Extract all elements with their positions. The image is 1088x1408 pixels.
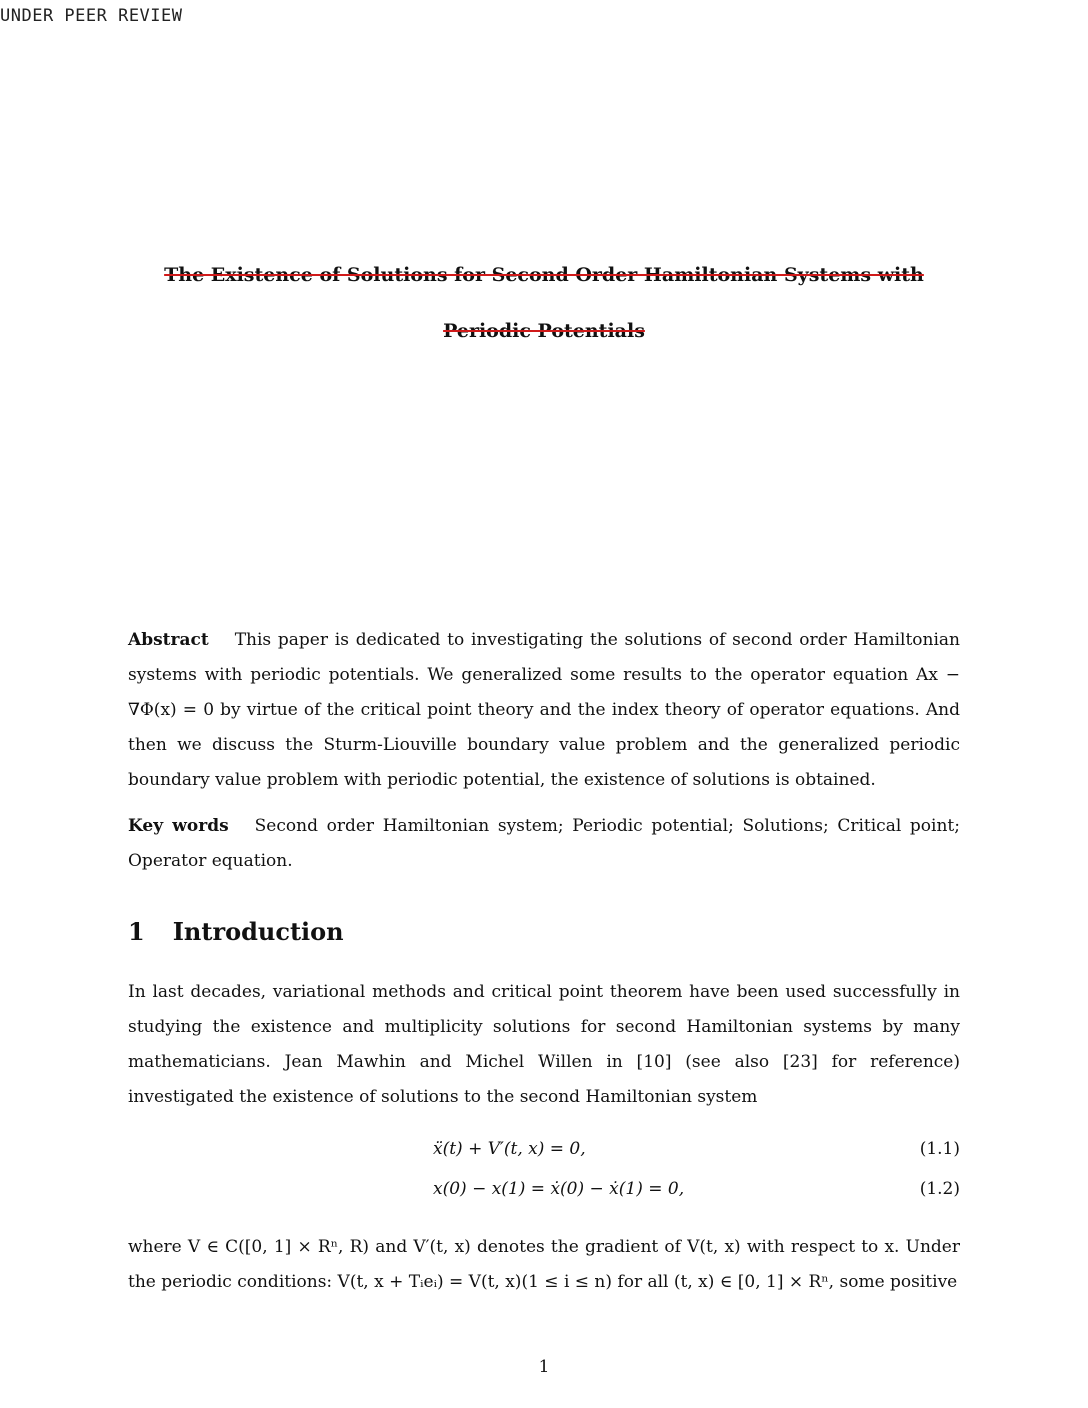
intro-paragraph: In last decades, variational methods and critical point theorem have been used successfully in studying the existence and multiplicity solutions for second Hamiltonian systems by many mathematicians. Jean Mawhin and Michel Willen in [10] (see also [23] for reference) investigated the existence of solutions to the second Hamiltonian system bbox=[128, 982, 960, 1107]
paper-title-line-2: Periodic Potentials bbox=[443, 320, 645, 342]
section-title: Introduction bbox=[172, 917, 344, 946]
abstract-label: Abstract bbox=[128, 630, 209, 650]
page-number: 1 bbox=[538, 1357, 550, 1377]
equation-label: (1.2) bbox=[919, 1179, 960, 1199]
equation-expression: ẍ(t) + V′(t, x) = 0, bbox=[433, 1139, 586, 1159]
keywords bbox=[128, 809, 960, 879]
equation-label: (1.1) bbox=[919, 1139, 960, 1159]
section-heading-introduction bbox=[128, 917, 344, 946]
peer-review-watermark: UNDER PEER REVIEW bbox=[0, 6, 183, 26]
post-equation-paragraph: where V ∈ C([0, 1] × Rⁿ, R) and V′(t, x) denotes the gradient of V(t, x) with respect to x. Under the periodic conditions: V(t, x + Tᵢeᵢ) = V(t, x)(1 ≤ i ≤ n) for all (t, x) ∈ [0, 1] × Rⁿ, some positive bbox=[128, 1237, 960, 1292]
equation-1-1 bbox=[128, 1139, 960, 1169]
equation-1-2 bbox=[128, 1179, 960, 1209]
keywords-text: Second order Hamiltonian system; Periodic potential; Solutions; Critical point; Operator equation. bbox=[128, 816, 960, 871]
keywords-label: Key words bbox=[128, 816, 229, 836]
abstract-text: This paper is dedicated to investigating the solutions of second order Hamiltonian systems with periodic potentials. We generalized some results to the operator equation Ax − ∇Φ(x) = 0 by virtue of the critical point theory and the index theory of operator equations. And then we discuss the Sturm-Liouville boundary value problem and the generalized periodic boundary value problem with periodic potential, the existence of solutions is obtained. bbox=[128, 630, 960, 790]
section-number: 1 bbox=[128, 917, 145, 946]
abstract bbox=[128, 623, 960, 798]
paper-title-line-1: The Existence of Solutions for Second Order Hamiltonian Systems with bbox=[164, 264, 924, 286]
equation-expression: x(0) − x(1) = ẋ(0) − ẋ(1) = 0, bbox=[433, 1179, 685, 1199]
